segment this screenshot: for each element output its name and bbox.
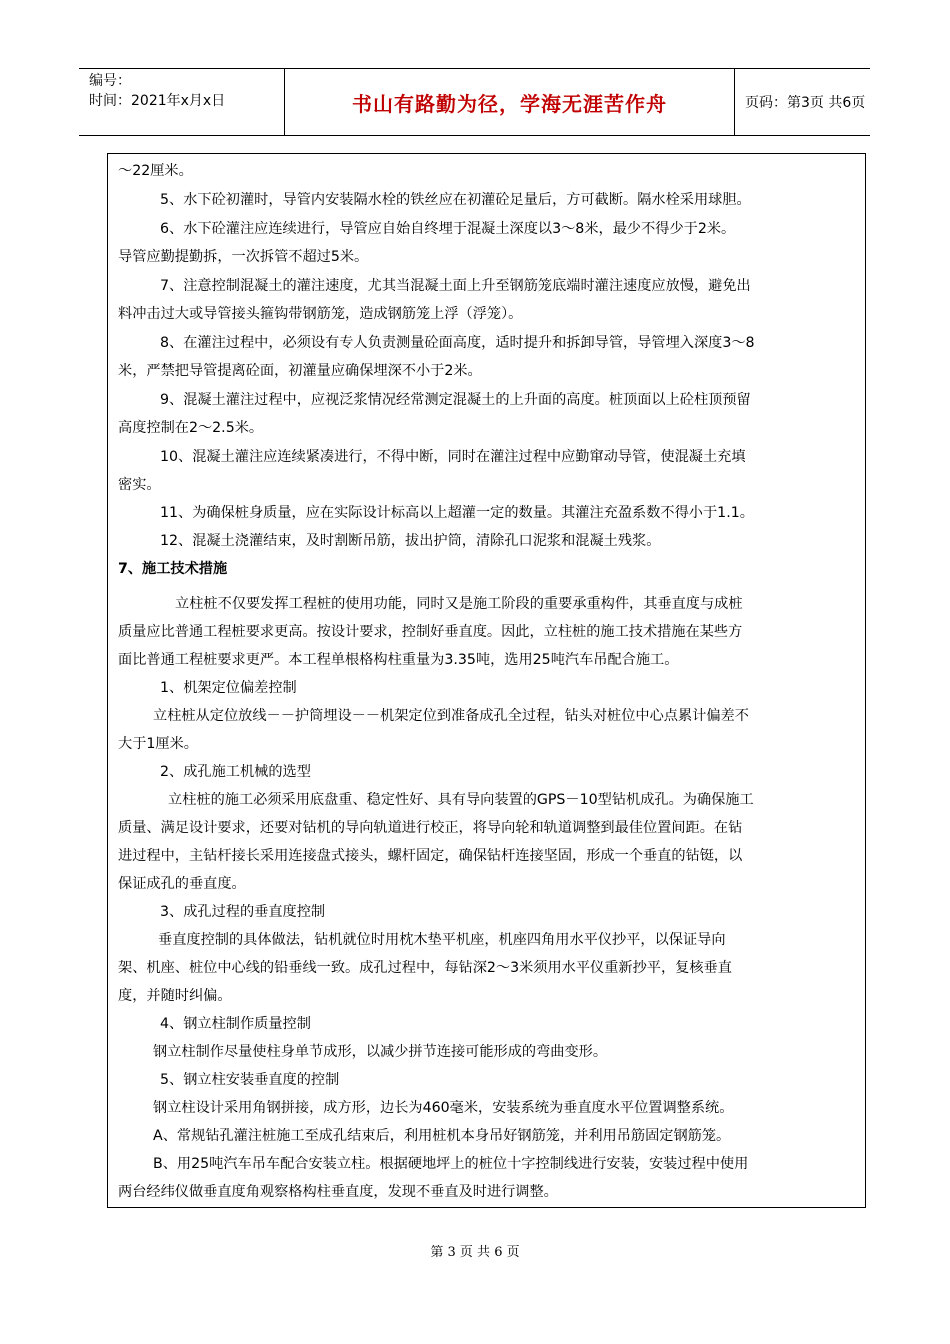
subsection-heading: 5、钢立柱安装垂直度的控制 bbox=[160, 1072, 340, 1088]
page-footer: 第 3 页 共 6 页 bbox=[430, 1245, 520, 1260]
paragraph-line: 垂直度控制的具体做法，钻机就位时用枕木垫平机座，机座四角用水平仪抄平，以保证导向 bbox=[158, 932, 726, 948]
document-time: 时间：2021年x月x日 bbox=[89, 93, 226, 109]
paragraph-line: 立柱桩的施工必须采用底盘重、稳定性好、具有导向装置的GPS－10型钻机成孔。为确保施工 bbox=[168, 792, 754, 808]
document-number: 编号： bbox=[89, 73, 131, 89]
header-page-number: 页码：第3页 共6页 bbox=[745, 95, 866, 111]
paragraph-line: 大于1厘米。 bbox=[118, 736, 198, 752]
paragraph-line: 进过程中，主钻杆接长采用连接盘式接头，螺杆固定，确保钻杆连接坚固，形成一个垂直的钻铤，以 bbox=[118, 848, 743, 864]
paragraph-line: 11、为确保桩身质量，应在实际设计标高以上超灌一定的数量。其灌注充盈系数不得小于1.1。 bbox=[160, 505, 754, 521]
paragraph-line: 架、机座、桩位中心线的铅垂线一致。成孔过程中，每钻深2～3米须用水平仪重新抄平，复核垂直 bbox=[118, 960, 732, 976]
paragraph-line: 高度控制在2～2.5米。 bbox=[118, 420, 264, 436]
paragraph-line: 钢立柱制作尽量使柱身单节成形，以减少拼节连接可能形成的弯曲变形。 bbox=[153, 1044, 608, 1060]
paragraph-line: 质量应比普通工程桩要求更高。按设计要求，控制好垂直度。因此，立柱桩的施工技术措施在某些方 bbox=[118, 624, 743, 640]
subsection-heading: 4、钢立柱制作质量控制 bbox=[160, 1016, 311, 1032]
paragraph-line: 保证成孔的垂直度。 bbox=[118, 876, 246, 892]
section-heading: 7、施工技术措施 bbox=[118, 561, 228, 577]
subsection-heading: 2、成孔施工机械的选型 bbox=[160, 764, 311, 780]
paragraph-line: 立柱桩不仅要发挥工程桩的使用功能，同时又是施工阶段的重要承重构件，其垂直度与成桩 bbox=[175, 596, 743, 612]
paragraph-line: A、常规钻孔灌注桩施工至成孔结束后，利用桩机本身吊好钢筋笼，并利用吊筋固定钢筋笼。 bbox=[153, 1128, 731, 1144]
paragraph-line: 5、水下砼初灌时，导管内安装隔水栓的铁丝应在初灌砼足量后，方可截断。隔水栓采用球胆。 bbox=[160, 192, 751, 208]
paragraph-line: 料冲击过大或导管接头箍钩带钢筋笼，造成钢筋笼上浮（浮笼）。 bbox=[118, 306, 523, 322]
paragraph-line: 钢立柱设计采用角钢拼接，成方形，边长为460毫米，安装系统为垂直度水平位置调整系统。 bbox=[153, 1100, 734, 1116]
header-right-cell bbox=[733, 69, 870, 135]
paragraph-line: 立柱桩从定位放线－－护筒埋设－－机架定位到准备成孔全过程，钻头对桩位中心点累计偏差不 bbox=[153, 708, 749, 724]
paragraph-line: 度，并随时纠偏。 bbox=[118, 988, 232, 1004]
paragraph-line: 9、混凝土灌注过程中，应视泛浆情况经常测定混凝土的上升面的高度。桩顶面以上砼柱顶预留 bbox=[160, 392, 751, 408]
header-motto: 书山有路勤为径，学海无涯苦作舟 bbox=[352, 91, 667, 116]
paragraph-line: 质量、满足设计要求，还要对钻机的导向轨道进行校正，将导向轮和轨道调整到最佳位置间距。在钻 bbox=[118, 820, 743, 836]
subsection-heading: 3、成孔过程的垂直度控制 bbox=[160, 904, 326, 920]
paragraph-line: 12、混凝土浇灌结束，及时割断吊筋，拔出护筒，清除孔口泥浆和混凝土残浆。 bbox=[160, 533, 661, 549]
paragraph-line: 10、混凝土灌注应连续紧凑进行，不得中断，同时在灌注过程中应勤窜动导管，使混凝土充填 bbox=[160, 449, 746, 465]
subsection-heading: 1、机架定位偏差控制 bbox=[160, 680, 297, 696]
paragraph-line: 6、水下砼灌注应连续进行，导管应自始自终埋于混凝土深度以3～8米，最少不得少于2米。 bbox=[160, 221, 736, 237]
paragraph-line: 米，严禁把导管提离砼面，初灌量应确保埋深不小于2米。 bbox=[118, 363, 482, 379]
paragraph-line: ～22厘米。 bbox=[118, 163, 193, 179]
paragraph-line: 7、注意控制混凝土的灌注速度，尤其当混凝土面上升至钢筋笼底端时灌注速度应放慢，避免出 bbox=[160, 278, 751, 294]
paragraph-line: 导管应勤提勤拆，一次拆管不超过5米。 bbox=[118, 249, 369, 265]
paragraph-line: 面比普通工程桩要求更严。本工程单根格构柱重量为3.35吨，选用25吨汽车吊配合施工。 bbox=[118, 652, 679, 668]
header-left-cell bbox=[79, 69, 284, 135]
paragraph-line: 密实。 bbox=[118, 477, 161, 493]
header-center-cell bbox=[284, 69, 735, 135]
paragraph-line: 8、在灌注过程中，必须设有专人负责测量砼面高度，适时提升和拆卸导管，导管埋入深度3～8 bbox=[160, 335, 755, 351]
document-header bbox=[79, 68, 870, 136]
content-box bbox=[107, 153, 866, 1208]
paragraph-line: B、用25吨汽车吊车配合安装立柱。根据硬地坪上的桩位十字控制线进行安装，安装过程中使用 bbox=[153, 1156, 749, 1172]
paragraph-line: 两台经纬仪做垂直度角观察格构柱垂直度，发现不垂直及时进行调整。 bbox=[118, 1184, 558, 1200]
